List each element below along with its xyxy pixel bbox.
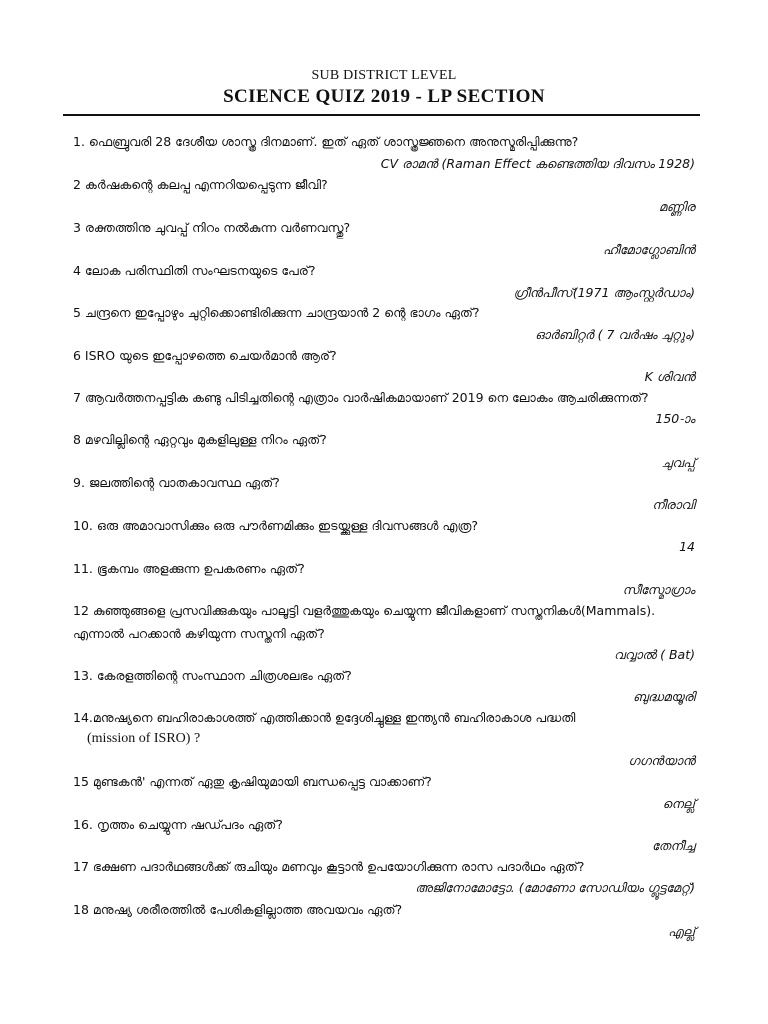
answer-10: 14 xyxy=(679,539,695,554)
question-11: 11. ഭൂകമ്പം അളക്കുന്ന ഉപകരണം ഏത്? xyxy=(73,561,305,576)
question-17: 17 ഭക്ഷണ പദാർഥങ്ങൾക്ക് രുചിയും മണവും കൂട്ടാൻ ഉപയോഗിക്കുന്ന രാസ പദാർഥം ഏത്? xyxy=(73,859,585,874)
answer-13: ബുദ്ധമയൂരി xyxy=(632,689,695,704)
question-14-line-2: (mission of ISRO) ? xyxy=(87,731,201,746)
page-title: SCIENCE QUIZ 2019 - LP SECTION xyxy=(223,86,545,107)
question-7: 7 ആവർത്തനപ്പട്ടിക കണ്ടു പിടിച്ചതിന്റെ എത്രാം വാർഷികമായാണ് 2019 നെ ലോകം ആചരിക്കുന്നത്? xyxy=(73,390,649,405)
answer-9: നീരാവി xyxy=(652,497,695,512)
question-14: 14.മനുഷ്യനെ ബഹിരാകാശത്ത് എത്തിക്കാൻ ഉദ്ദേശിച്ചുള്ള ഇന്ത്യൻ ബഹിരാകാശ പദ്ധതി xyxy=(73,710,576,725)
answer-2: മണ്ണിര xyxy=(658,199,695,214)
question-13: 13. കേരളത്തിന്റെ സംസ്ഥാന ചിത്രശലഭം ഏത്? xyxy=(73,668,352,683)
answer-17: അജിനോമോട്ടോ. (മോണോ സോഡിയം ഗ്ലൂട്ടമേറ്റ്) xyxy=(415,880,695,895)
question-6: 6 ISRO യുടെ ഇപ്പോഴത്തെ ചെയർമാൻ ആര്? xyxy=(73,348,337,363)
question-18: 18 മനുഷ്യ ശരീരത്തിൽ പേശികളില്ലാത്ത അവയവം ഏത്? xyxy=(73,902,403,917)
answer-15: നെല്ല് xyxy=(662,796,695,811)
answer-5: ഓർബിറ്റർ ( 7 വർഷം ചുറ്റും) xyxy=(535,327,695,342)
title-divider xyxy=(63,114,700,116)
question-1: 1. ഫെബ്രുവരി 28 ദേശീയ ശാസ്ത്ര ദിനമാണ്. ഇത് ഏത് ശാസ്ത്രജ്ഞനെ അനുസ്മരിപ്പിക്കുന്നു? xyxy=(73,134,579,149)
question-15: 15 മുണ്ടകൻ' എന്നത് ഏതു കൃഷിയുമായി ബന്ധപ്പെട്ട വാക്കാണ്? xyxy=(73,774,432,789)
question-5: 5 ചന്ദ്രനെ ഇപ്പോഴും ചുറ്റിക്കൊണ്ടിരിക്കുന്ന ചാന്ദ്രയാൻ 2 ന്റെ ഭാഗം ഏത്? xyxy=(73,305,480,320)
answer-8: ചുവപ്പ് xyxy=(661,455,695,470)
answer-3: ഹീമോഗ്ലോബിൻ xyxy=(603,242,695,257)
answer-6: K ശിവൻ xyxy=(644,369,695,384)
question-12-line-2: എന്നാൽ പറക്കാൻ കഴിയുന്ന സസ്തനി ഏത്? xyxy=(73,626,325,641)
answer-4: ഗ്രീൻപീസ്(1971 ആംസ്റ്റർഡാം) xyxy=(513,285,695,300)
question-16: 16. നൃത്തം ചെയ്യുന്ന ഷഡ്പദം ഏത്? xyxy=(73,817,283,832)
answer-11: സീസ്മോഗ്രാം xyxy=(622,582,695,597)
question-12: 12 കുഞ്ഞുങ്ങളെ പ്രസവിക്കുകയും പാലൂട്ടി വളർത്തുകയും ചെയ്യുന്ന ജീവികളാണ് സസ്തനികൾ(Mammals). xyxy=(73,603,656,618)
answer-16: തേനീച്ച xyxy=(651,838,695,853)
answer-18: എല്ല് xyxy=(668,924,695,939)
question-3: 3 രക്തത്തിനു ചുവപ്പ് നിറം നൽകുന്ന വർണവസ്തു? xyxy=(73,220,351,235)
question-8: 8 മഴവില്ലിന്റെ ഏറ്റവും മുകളിലുള്ള നിറം ഏത്? xyxy=(73,432,327,447)
answer-1: CV രാമൻ (Raman Effect കണ്ടെത്തിയ ദിവസം 1928) xyxy=(380,156,695,171)
question-2: 2 കർഷകന്റെ കലപ്പ എന്നറിയപ്പെടുന്ന ജീവി? xyxy=(73,177,328,192)
question-9: 9. ജലത്തിന്റെ വാതകാവസ്ഥ ഏത്? xyxy=(73,475,280,490)
question-4: 4 ലോക പരിസ്ഥിതി സംഘടനയുടെ പേര്? xyxy=(73,263,316,278)
answer-12: വവ്വാൽ ( Bat) xyxy=(613,647,695,662)
answer-14: ഗഗൻയാൻ xyxy=(628,753,695,768)
answer-7: 150-ാം xyxy=(655,411,695,426)
question-10: 10. ഒരു അമാവാസിക്കും ഒരു പൗർണമിക്കും ഇടയ്ക്കുള്ള ദിവസങ്ങൾ എത്ര? xyxy=(73,518,478,533)
header-subtitle: SUB DISTRICT LEVEL xyxy=(311,68,457,83)
